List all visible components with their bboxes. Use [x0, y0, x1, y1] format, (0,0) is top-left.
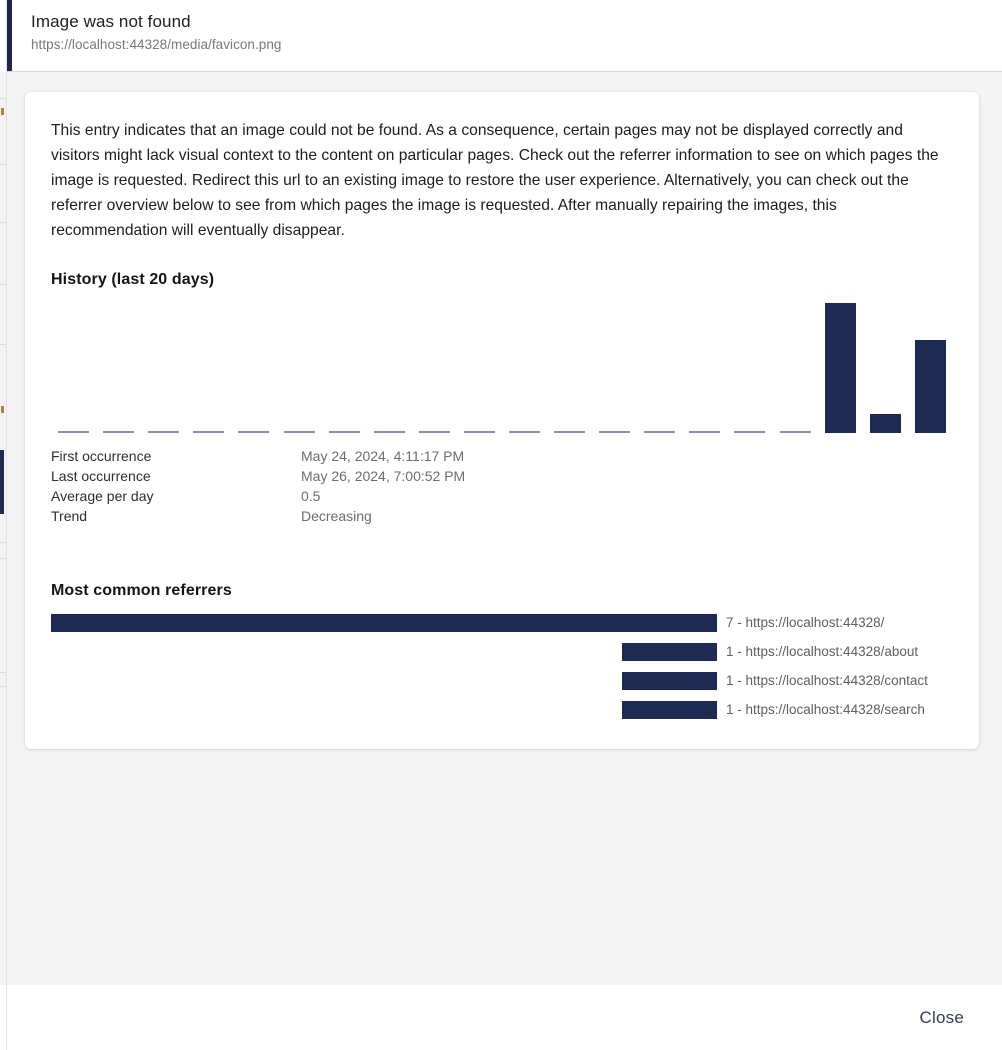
detail-modal: [6, 0, 1002, 1050]
history-bar[interactable]: [689, 431, 720, 433]
content-card: [25, 92, 979, 749]
history-bar[interactable]: [464, 431, 495, 433]
stats-row: [51, 487, 465, 507]
history-bar[interactable]: [419, 431, 450, 433]
history-bar[interactable]: [238, 431, 269, 433]
history-bar[interactable]: [193, 431, 224, 433]
history-bar[interactable]: [329, 431, 360, 433]
referrer-bar[interactable]: [622, 701, 717, 719]
referrer-row[interactable]: [51, 672, 953, 690]
referrer-label: 7 - https://localhost:44328/: [726, 615, 885, 630]
referrer-bar[interactable]: [622, 643, 717, 661]
history-bar[interactable]: [284, 431, 315, 433]
stat-label: First occurrence: [51, 448, 152, 464]
description-text: This entry indicates that an image could not be found. As a consequence, certain pages may not be displayed correctly and visitors might lack visual context to the content on particular pages. Check out the referrer information to see on which pages the image is requested. Redirect this url to an existing image to restore the user experience. Alternatively, you can check out the referrer overview below to see from which pages the image is requested. After manually repairing the images, this recommendation will eventually disappear.: [51, 122, 939, 239]
modal-body: [7, 72, 1002, 985]
history-bar-slot[interactable]: [231, 301, 276, 433]
history-bar[interactable]: [870, 414, 901, 433]
history-bar-slot[interactable]: [367, 301, 412, 433]
stats-row: [51, 447, 465, 467]
history-bar[interactable]: [734, 431, 765, 433]
referrer-bar-track: [51, 672, 717, 690]
stat-value: May 26, 2024, 7:00:52 PM: [301, 468, 466, 484]
history-bar[interactable]: [825, 303, 856, 433]
stat-label: Average per day: [51, 488, 154, 504]
history-bar-slot[interactable]: [818, 301, 863, 433]
history-bar-slot[interactable]: [637, 301, 682, 433]
history-bar-slot[interactable]: [682, 301, 727, 433]
referrer-label: 1 - https://localhost:44328/contact: [726, 673, 928, 688]
history-bar-slot[interactable]: [141, 301, 186, 433]
history-bar[interactable]: [148, 431, 179, 433]
header-accent-bar: [7, 0, 12, 71]
referrer-bar[interactable]: [51, 614, 717, 632]
stat-value: May 24, 2024, 4:11:17 PM: [301, 448, 465, 464]
history-bar-slot[interactable]: [457, 301, 502, 433]
history-bar-slot[interactable]: [727, 301, 772, 433]
history-bar-slot[interactable]: [773, 301, 818, 433]
referrer-label: 1 - https://localhost:44328/about: [726, 644, 919, 659]
history-bar-slot[interactable]: [908, 301, 953, 433]
referrer-bar-track: [51, 701, 717, 719]
history-bar-slot[interactable]: [96, 301, 141, 433]
stats-table: [51, 447, 465, 527]
referrers-section-title: Most common referrers: [51, 582, 232, 599]
history-bar-slot[interactable]: [322, 301, 367, 433]
history-bar-chart: [51, 301, 953, 433]
referrer-bar-track: [51, 614, 717, 632]
history-bar[interactable]: [915, 340, 946, 433]
stat-value: 0.5: [301, 488, 321, 504]
history-bar-slot[interactable]: [863, 301, 908, 433]
referrer-row[interactable]: [51, 614, 953, 632]
history-section-title: History (last 20 days): [51, 271, 215, 288]
history-bar-slot[interactable]: [502, 301, 547, 433]
stats-row: [51, 467, 465, 487]
history-bar[interactable]: [554, 431, 585, 433]
referrer-bar[interactable]: [622, 672, 717, 690]
history-bar[interactable]: [644, 431, 675, 433]
stats-row: [51, 507, 465, 527]
history-bar[interactable]: [599, 431, 630, 433]
history-bar[interactable]: [58, 431, 89, 433]
stat-label: Last occurrence: [51, 468, 151, 484]
stat-label: Trend: [51, 508, 88, 524]
history-bar[interactable]: [780, 431, 811, 433]
history-bar-slot[interactable]: [276, 301, 321, 433]
page-subtitle-url: https://localhost:44328/media/favicon.png: [31, 37, 282, 52]
history-bar-slot[interactable]: [592, 301, 637, 433]
modal-footer: [7, 985, 1002, 1050]
history-bar-slot[interactable]: [412, 301, 457, 433]
referrers-list: [51, 614, 953, 719]
page-title: Image was not found: [31, 12, 191, 31]
history-bar[interactable]: [103, 431, 134, 433]
close-button[interactable]: Close: [910, 1002, 974, 1034]
stat-value: Decreasing: [301, 508, 372, 524]
history-bar[interactable]: [374, 431, 405, 433]
referrer-row[interactable]: [51, 643, 953, 661]
history-bar-slot[interactable]: [51, 301, 96, 433]
history-bar-slot[interactable]: [186, 301, 231, 433]
history-bar[interactable]: [509, 431, 540, 433]
referrer-bar-track: [51, 643, 717, 661]
referrer-label: 1 - https://localhost:44328/search: [726, 702, 925, 717]
modal-header: [7, 0, 1002, 72]
referrer-row[interactable]: [51, 701, 953, 719]
history-bar-slot[interactable]: [547, 301, 592, 433]
